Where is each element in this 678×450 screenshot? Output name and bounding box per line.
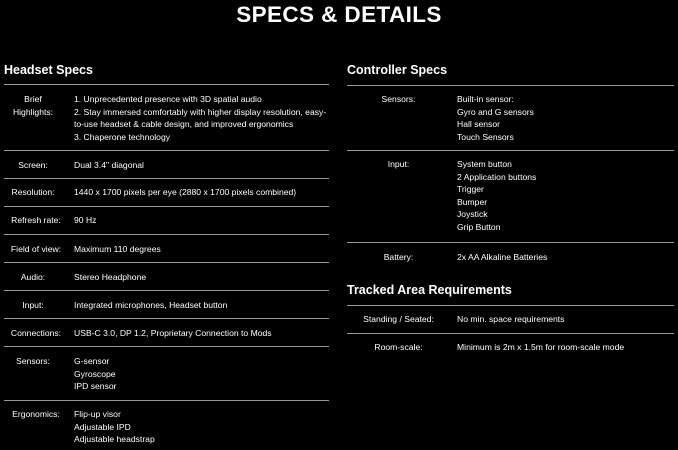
row-value-connections: USB-C 3.0, DP 1.2, Proprietary Connection to Mods	[74, 328, 272, 338]
divider	[347, 85, 674, 86]
row-label-sensors: Sensors:	[16, 356, 50, 366]
headset-specs-heading: Headset Specs	[4, 63, 93, 77]
divider	[4, 206, 329, 207]
controller-row-label-battery: Battery:	[383, 252, 414, 262]
row-value-input: Integrated microphones, Headset button	[74, 300, 228, 310]
row-value-ergonomics: Flip-up visor Adjustable IPD Adjustable headstrap	[74, 409, 155, 445]
row-value-field-of-view: Maximum 110 degrees	[74, 244, 161, 254]
row-value-refresh-rate: 90 Hz	[74, 215, 97, 225]
row-value-screen: Dual 3.4" diagonal	[74, 160, 144, 170]
controller-specs-heading: Controller Specs	[347, 63, 448, 77]
row-value-sensors: G-sensor Gyroscope IPD sensor	[74, 356, 117, 392]
row-label-connections: Connections:	[10, 328, 62, 338]
tracked-row-label-standing-seated: Standing / Seated:	[363, 314, 434, 324]
tracked-row-label-room-scale: Room-scale:	[374, 342, 423, 352]
row-label-refresh-rate: Refresh rate:	[11, 215, 61, 225]
row-label-screen: Screen:	[18, 160, 48, 170]
page-title: SPECS & DETAILS	[236, 2, 442, 27]
tracked-row-value-room-scale: Minimum is 2m x 1.5m for room-scale mode	[457, 342, 625, 352]
divider	[4, 400, 329, 401]
divider	[347, 150, 674, 151]
divider	[347, 333, 674, 334]
tracked-area-heading: Tracked Area Requirements	[347, 283, 512, 297]
row-label-ergonomics: Ergonomics:	[12, 409, 60, 419]
divider	[4, 262, 329, 263]
row-label-brief-highlights: Brief Highlights:	[12, 94, 54, 117]
controller-row-label-input: Input:	[387, 159, 410, 169]
divider	[4, 84, 329, 85]
divider	[4, 318, 329, 319]
row-value-audio: Stereo Headphone	[74, 272, 147, 282]
controller-row-label-sensors: Sensors:	[381, 94, 416, 104]
controller-row-value-input: System button 2 Application buttons Trigger Bumper Joystick Grip Button	[457, 159, 537, 232]
row-label-field-of-view: Field of view:	[10, 244, 62, 254]
divider	[347, 242, 674, 243]
controller-row-value-battery: 2x AA Alkaline Batteries	[457, 252, 548, 262]
row-value-brief-highlights: 1. Unprecedented presence with 3D spatial audio 2. Stay immersed comfortably with higher display resolution, easy- to-use headset & cable design, and improved ergonomics 3. Chaperone technology	[74, 94, 327, 142]
row-label-resolution: Resolution:	[11, 187, 55, 197]
divider	[4, 234, 329, 235]
controller-row-value-sensors: Built-in sensor: Gyro and G sensors Hall sensor Touch Sensors	[457, 94, 534, 142]
row-value-resolution: 1440 x 1700 pixels per eye (2880 x 1700 pixels combined)	[74, 187, 297, 197]
divider	[4, 178, 329, 179]
divider	[4, 290, 329, 291]
row-label-audio: Audio:	[20, 272, 46, 282]
divider	[4, 346, 329, 347]
divider	[347, 305, 674, 306]
row-label-input: Input:	[22, 300, 44, 310]
divider	[4, 150, 329, 151]
tracked-row-value-standing-seated: No min. space requirements	[457, 314, 565, 324]
